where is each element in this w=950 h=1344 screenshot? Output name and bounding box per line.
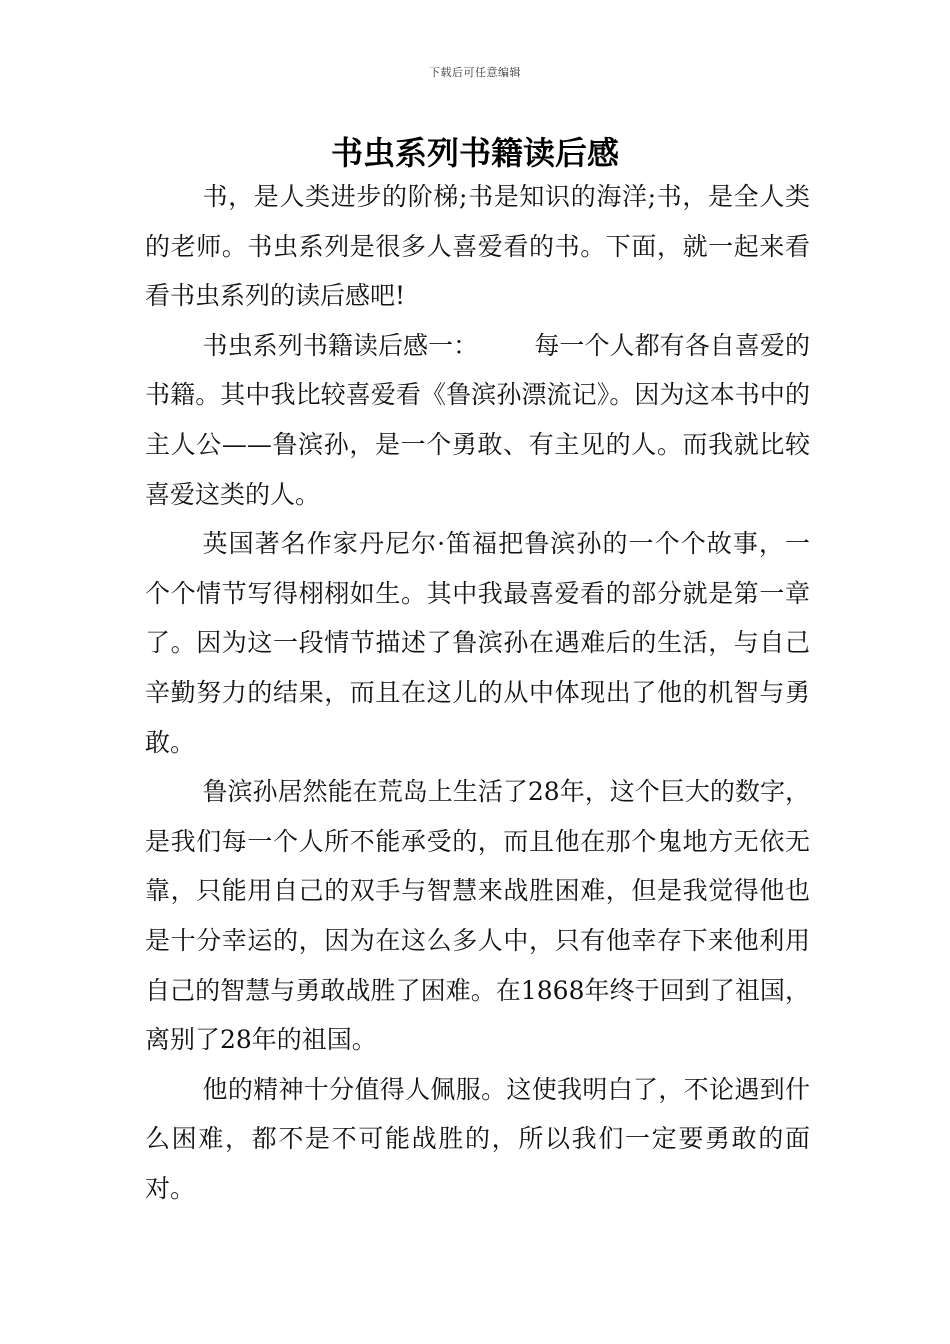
section-one-heading: 书虫系列书籍读后感一：: [202, 330, 479, 360]
paragraph-intro: 书，是人类进步的阶梯;书是知识的海洋;书，是全人类的老师。书虫系列是很多人喜爱看的书。下面，就一起来看看书虫系列的读后感吧!: [145, 182, 810, 311]
paragraph-conclusion: 他的精神十分值得人佩服。这使我明白了，不论遇到什么困难，都不是不可能战胜的，所以我们一定要勇敢的面对。: [145, 1074, 810, 1203]
header-note: 下载后可任意编辑: [429, 66, 521, 79]
paragraph-island: 鲁滨孙居然能在荒岛上生活了28年，这个巨大的数字，是我们每一个人所不能承受的，而且他在那个鬼地方无依无靠，只能用自己的双手与智慧来战胜困难，但是我觉得他也是十分幸运的，因为在这么多人中，只有他幸存下来他利用自己的智慧与勇敢战胜了困难。在1868年终于回到了祖国，离别了28年的祖国。: [145, 777, 810, 1055]
paragraph-author: 英国著名作家丹尼尔·笛福把鲁滨孙的一个个故事，一个个情节写得栩栩如生。其中我最喜爱看的部分就是第一章了。因为这一段情节描述了鲁滨孙在遇难后的生活，与自己辛勤努力的结果，而且在这儿的从中体现出了他的机智与勇敢。: [145, 529, 810, 757]
document-body: [145, 172, 810, 1213]
paragraph-section-one: [145, 321, 810, 519]
document-title: 书虫系列书籍读后感: [330, 134, 619, 172]
section-one-text: 每一个人都有各自喜爱的书籍。其中我比较喜爱看《鲁滨孙漂流记》。因为这本书中的主人公——鲁滨孙，是一个勇敢、有主见的人。而我就比较喜爱这类的人。: [145, 330, 810, 509]
